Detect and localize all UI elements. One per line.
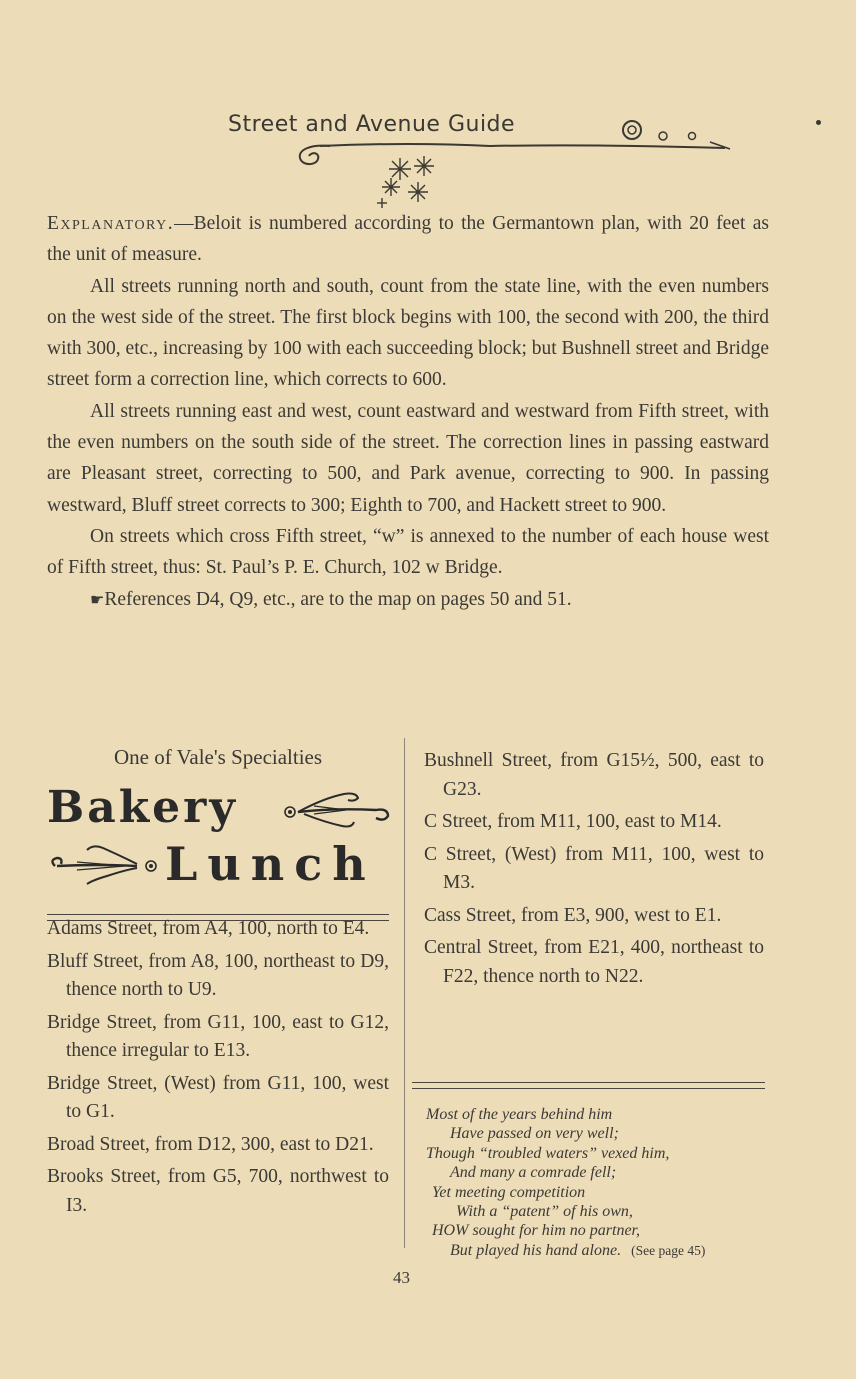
street-entry: C Street, from M11, 100, east to M14.: [424, 811, 722, 832]
street-entry: Bridge Street, (West) from G11, 100, west to G1.: [47, 1072, 389, 1122]
poem-line: Yet meeting competition: [432, 1183, 586, 1201]
page-number: 43: [393, 1268, 410, 1287]
street-entry: Central Street, from E21, 400, northeast to F22, thence north to N22.: [424, 937, 764, 987]
corner-dot: [816, 120, 821, 125]
double-rule: [412, 1082, 765, 1089]
see-page-note: (See page 45): [631, 1242, 706, 1258]
flourish-ornament-icon: [284, 788, 394, 832]
column-divider: [404, 738, 405, 1248]
explanatory-paragraph-2: All streets running north and south, count from the state line, with the even numbers on the west side of the street. The first block begins with 100, the second with 200, the third with 300, etc., increasing by 100 with each succeeding block; but Bushnell street and Bridge street form a correction line, which corrects to 600.: [47, 275, 769, 391]
poem-line: Though “troubled waters” vexed him,: [426, 1144, 670, 1162]
street-entry: Broad Street, from D12, 300, east to D21.: [47, 1133, 374, 1155]
references-note: References D4, Q9, etc., are to the map on pages 50 and 51.: [104, 588, 572, 610]
poem-line: Most of the years behind him: [426, 1106, 613, 1123]
poem-line: Have passed on very well;: [450, 1125, 619, 1143]
flourish-ornament-icon: [47, 840, 162, 888]
advert-tagline: One of Vale's Specialties: [113, 745, 323, 769]
poem-line: And many a comrade fell;: [450, 1164, 617, 1182]
explanatory-section: [47, 208, 769, 616]
street-entry: Bushnell Street, from G15½, 500, east to G23.: [424, 750, 764, 800]
street-list-right: [424, 747, 764, 995]
poem-line: With a “patent” of his own,: [456, 1203, 633, 1221]
explanatory-paragraph-3: All streets running east and west, count eastward and westward from Fifth street, with the even numbers on the south side of the street. The correction lines in passing eastward are Pleasant street, correcting to 500, and Park avenue, correcting to 900. In passing westward, Bluff street corrects to 300; Eighth to 700, and Hackett street to 900.: [47, 400, 769, 516]
street-entry: Adams Street, from A4, 100, north to E4.: [47, 918, 370, 939]
explanatory-paragraph-1: —Beloit is numbered according to the Germantown plan, with 20 feet as the unit of measure.: [47, 213, 769, 266]
poem: [424, 1105, 769, 1260]
pointing-hand-icon: ☛: [90, 591, 105, 609]
poem-line: HOW sought for him no partner,: [432, 1222, 641, 1240]
page-title: Street and Avenue Guide: [228, 112, 516, 137]
street-entry: C Street, (West) from M11, 100, west to M3.: [424, 843, 764, 893]
street-entry: Bridge Street, from G11, 100, east to G12, thence irregular to E13.: [47, 1011, 389, 1061]
street-entry: Bluff Street, from A8, 100, northeast to D9, thence north to U9.: [47, 950, 389, 1000]
street-entry: Brooks Street, from G5, 700, northwest to I3.: [47, 1166, 389, 1216]
bakery-heading: Bakery: [47, 782, 238, 833]
header-ornament: [290, 118, 740, 208]
bakery-advert: [47, 745, 389, 921]
street-entry: Cass Street, from E3, 900, west to E1.: [424, 904, 722, 926]
street-list-left: [47, 915, 389, 1224]
poem-line: But played his hand alone.: [450, 1241, 622, 1259]
explanatory-paragraph-4: On streets which cross Fifth street, “w” is annexed to the number of each house west of Fifth street, thus: St. Paul’s P. E. Church, 102 w Bridge.: [47, 525, 769, 579]
lunch-heading: Lunch: [165, 837, 376, 891]
explanatory-lead: Explanatory.: [47, 213, 175, 234]
